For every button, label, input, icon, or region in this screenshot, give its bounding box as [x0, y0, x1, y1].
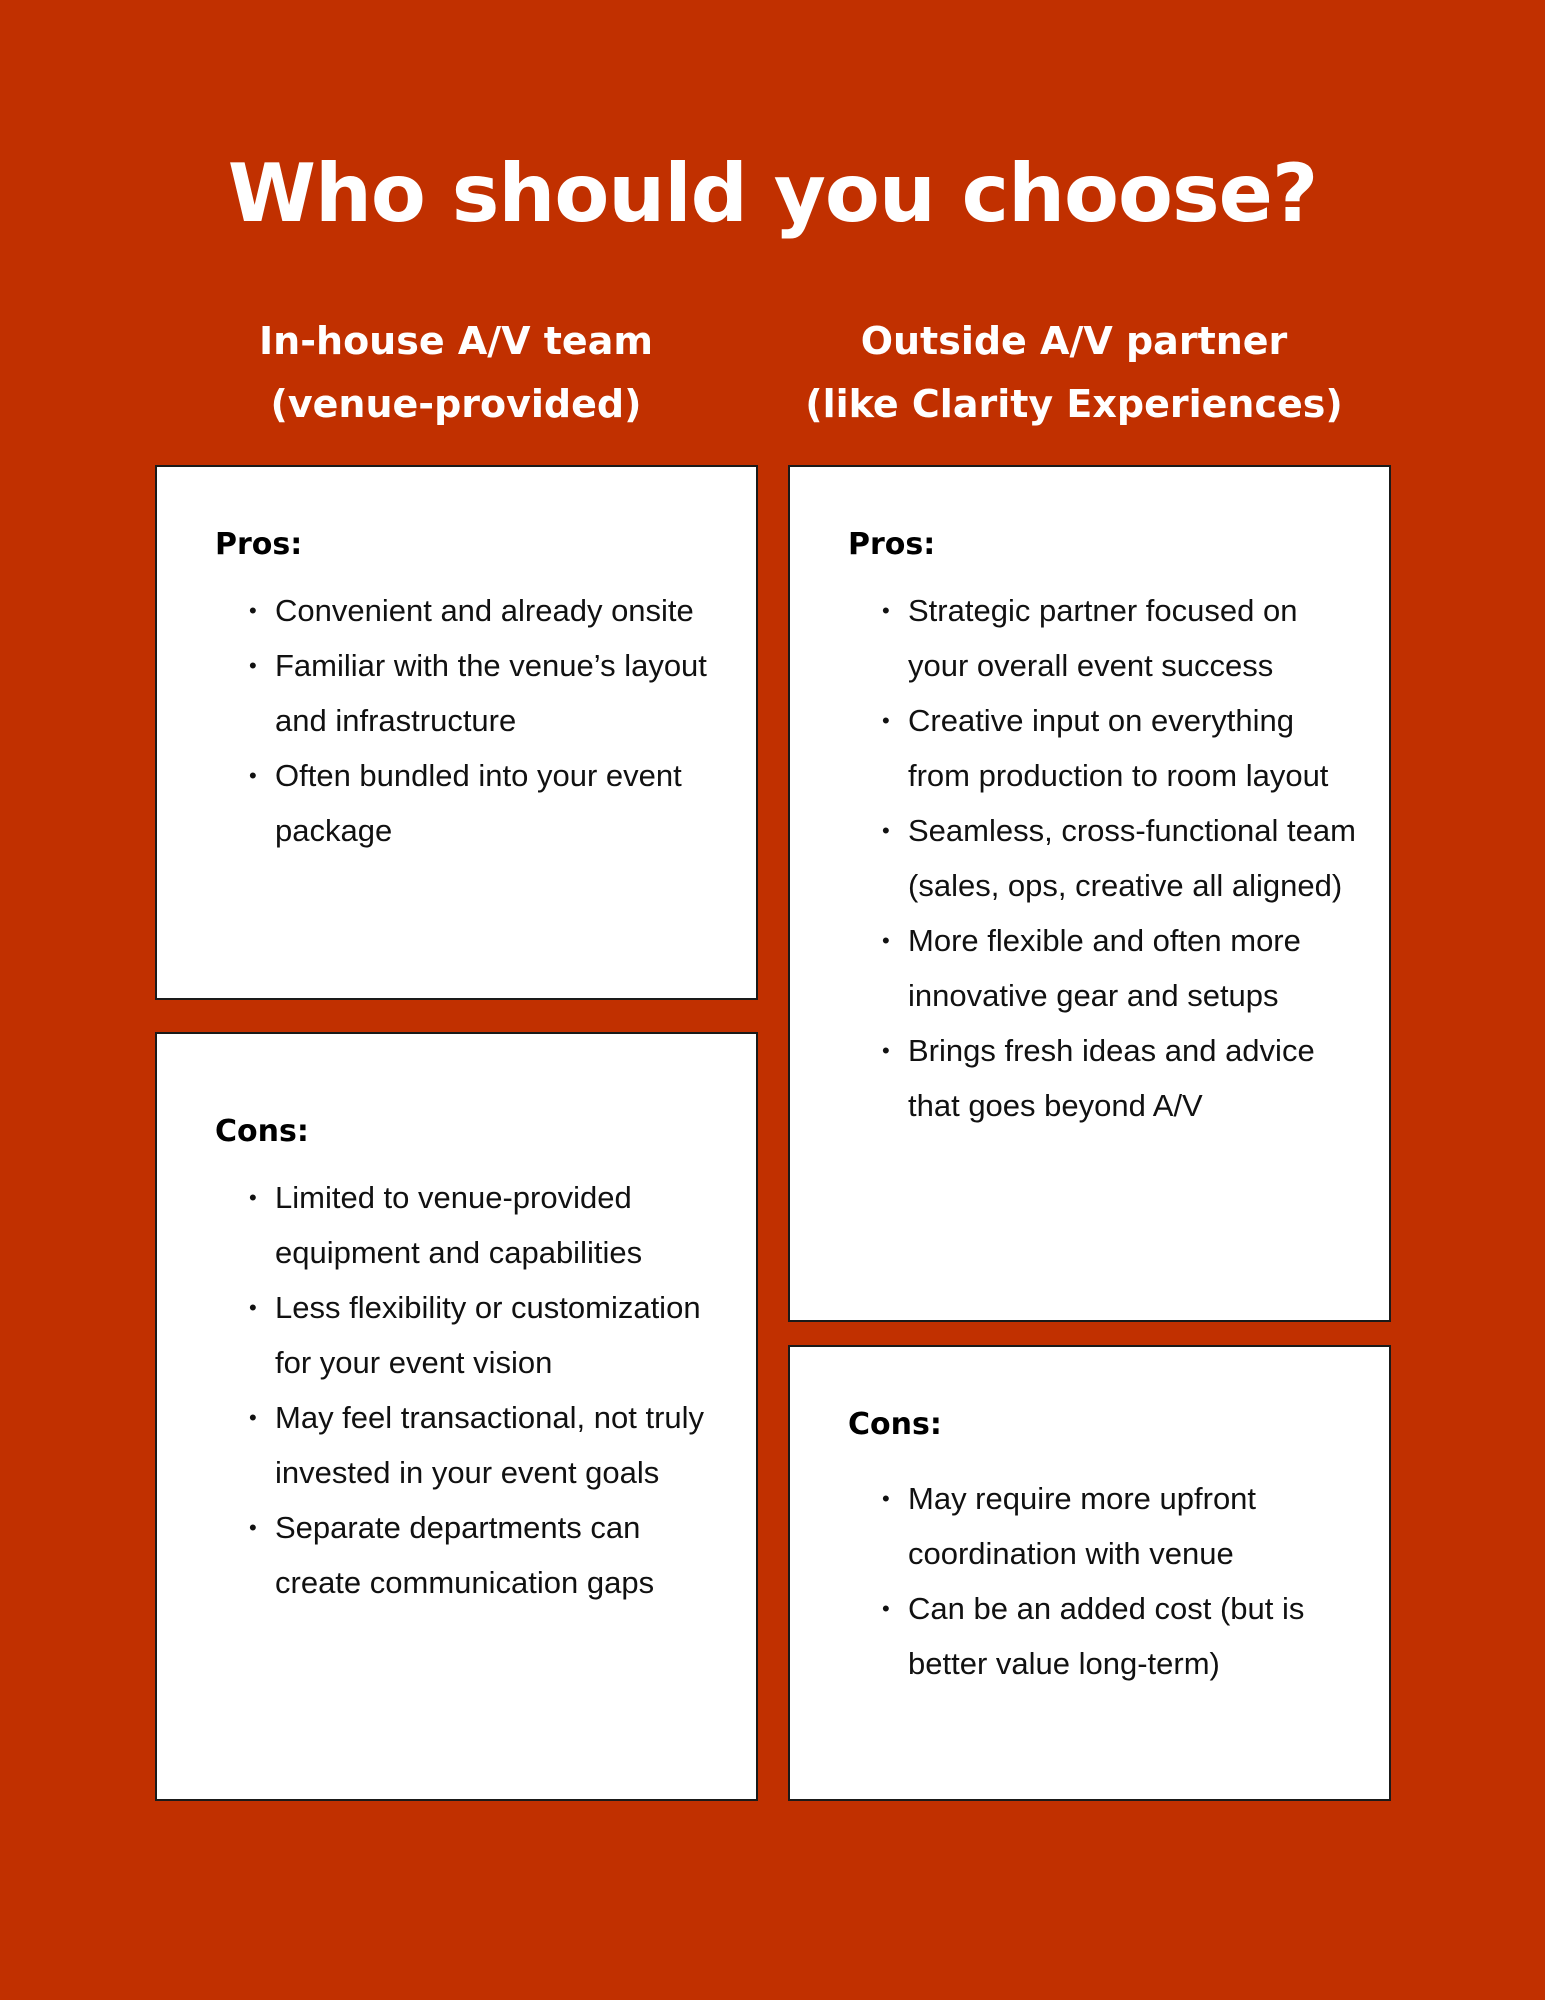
- bullet-icon: •: [882, 1038, 890, 1063]
- list-item: • May require more upfront coordination with venue: [848, 1471, 1359, 1581]
- pros-list: [215, 583, 726, 858]
- column-heading-outside: [764, 310, 1384, 436]
- inhouse-pros-card: [155, 465, 758, 1000]
- cons-label: Cons:: [848, 1407, 942, 1442]
- bullet-icon: •: [249, 653, 257, 678]
- cons-list: [848, 1471, 1359, 1691]
- column-heading-inhouse: [146, 310, 766, 436]
- pros-label: Pros:: [848, 527, 936, 562]
- list-item: • Can be an added cost (but is better value long-term): [848, 1581, 1359, 1691]
- column-heading-line2: (venue-provided): [270, 382, 642, 426]
- bullet-icon: •: [882, 598, 890, 623]
- list-item: • Less flexibility or customization for your event vision: [215, 1280, 726, 1390]
- bullet-icon: •: [882, 1596, 890, 1621]
- list-item: • Creative input on everything from production to room layout: [848, 693, 1359, 803]
- list-item: • May feel transactional, not truly invested in your event goals: [215, 1390, 726, 1500]
- bullet-icon: •: [882, 818, 890, 843]
- list-item: • Separate departments can create communication gaps: [215, 1500, 726, 1610]
- pros-list: [848, 583, 1359, 1133]
- bullet-icon: •: [249, 1295, 257, 1320]
- column-heading-line1: In-house A/V team: [259, 319, 653, 363]
- bullet-icon: •: [249, 1515, 257, 1540]
- column-heading-line1: Outside A/V partner: [860, 319, 1288, 363]
- outside-pros-card: [788, 465, 1391, 1322]
- list-item: • Seamless, cross-functional team (sales, ops, creative all aligned): [848, 803, 1359, 913]
- bullet-icon: •: [882, 708, 890, 733]
- bullet-icon: •: [249, 1185, 257, 1210]
- bullet-icon: •: [882, 1486, 890, 1511]
- pros-label: Pros:: [215, 527, 303, 562]
- list-item: • Familiar with the venue’s layout and infrastructure: [215, 638, 726, 748]
- bullet-icon: •: [249, 763, 257, 788]
- outside-cons-card: [788, 1345, 1391, 1801]
- list-item: • Brings fresh ideas and advice that goes beyond A/V: [848, 1023, 1359, 1133]
- page-title: Who should you choose?: [227, 147, 1318, 240]
- list-item: • Convenient and already onsite: [215, 583, 726, 638]
- list-item: • Often bundled into your event package: [215, 748, 726, 858]
- bullet-icon: •: [249, 598, 257, 623]
- cons-label: Cons:: [215, 1114, 309, 1149]
- list-item: • Limited to venue-provided equipment and capabilities: [215, 1170, 726, 1280]
- cons-list: [215, 1170, 726, 1610]
- column-heading-line2: (like Clarity Experiences): [805, 382, 1343, 426]
- inhouse-cons-card: [155, 1032, 758, 1801]
- list-item: • More flexible and often more innovative gear and setups: [848, 913, 1359, 1023]
- list-item: • Strategic partner focused on your overall event success: [848, 583, 1359, 693]
- bullet-icon: •: [882, 928, 890, 953]
- bullet-icon: •: [249, 1405, 257, 1430]
